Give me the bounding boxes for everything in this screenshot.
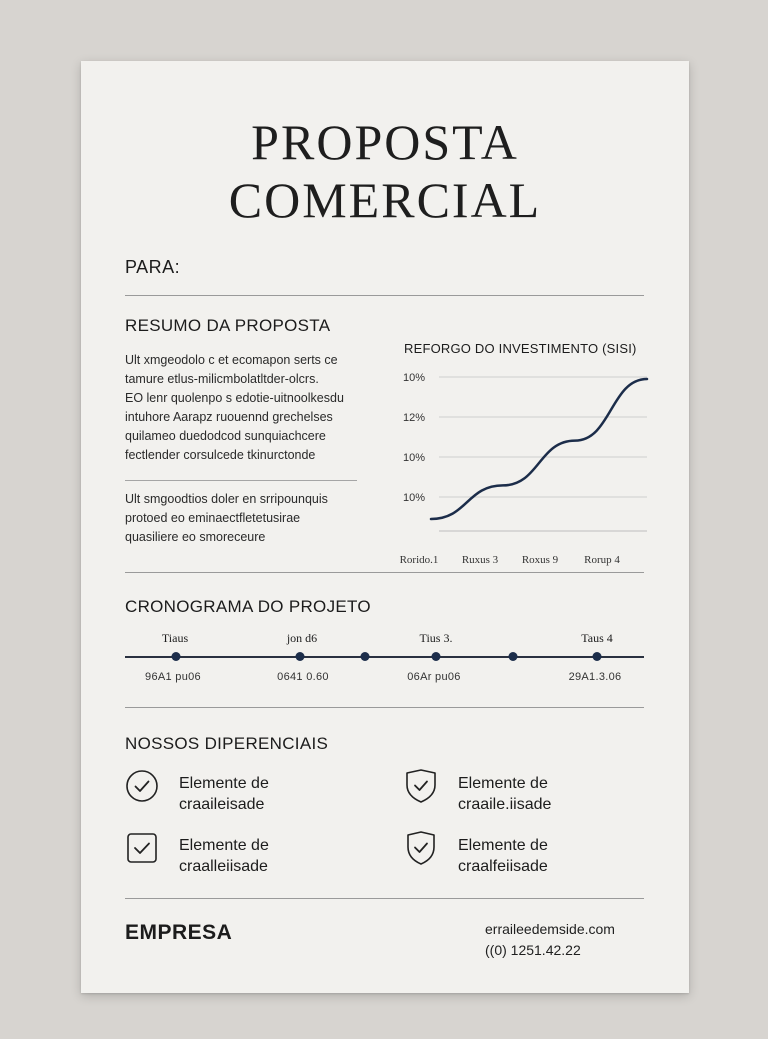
summary-divider — [125, 480, 357, 481]
differential-item — [404, 829, 548, 877]
check-square-icon — [125, 829, 159, 867]
summary-line: EO lenr quolenpo s edotie-uitnoolkesdu — [125, 391, 344, 405]
timeline-dot — [296, 652, 305, 661]
x-tick-label: Rorido.1 — [399, 554, 439, 566]
differential-line: craalleiisade — [179, 858, 268, 875]
summary-line: Ult xmgeodolo c et ecomapon serts ce — [125, 353, 338, 367]
differential-line: Elemente de — [458, 837, 548, 854]
differential-line: craaileisade — [179, 796, 265, 813]
milestone-date: 0641 0.60 — [277, 671, 329, 683]
milestone-label: Tiaus — [161, 631, 189, 645]
summary-line: quasiliere eo smoreceure — [125, 530, 266, 544]
contact-phone: ((0) 1251.42.22 — [485, 942, 581, 958]
y-tick-label: 10% — [403, 452, 426, 464]
timeline-dot — [593, 652, 602, 661]
summary-line: fectlender corsulcede tkinurctonde — [125, 448, 316, 462]
x-tick-label: Roxus 9 — [521, 554, 559, 566]
x-tick-label: Rorup 4 — [584, 554, 620, 566]
differential-line: Elemente de — [179, 775, 269, 792]
summary-paragraph-1 — [125, 351, 361, 465]
timeline-heading: CRONOGRAMA DO PROJETO — [125, 597, 371, 616]
summary-heading: RESUMO DA PROPOSTA — [125, 316, 331, 335]
divider — [125, 572, 644, 573]
divider — [125, 707, 644, 708]
milestone-date: 96A1 pu06 — [145, 671, 201, 683]
differential-text — [458, 829, 548, 877]
differentials-heading: NOSSOS DIPERENCIAIS — [125, 734, 329, 753]
y-tick-label: 10% — [403, 492, 426, 504]
contact-email: erraileedemside.com — [485, 921, 615, 937]
contact-info — [485, 919, 615, 961]
differential-line: craalfeiisade — [458, 858, 548, 875]
check-circle-icon — [125, 767, 159, 805]
milestone-label: jon d6 — [286, 631, 318, 645]
summary-line: protoed eo eminaectfletetusirae — [125, 511, 301, 525]
series-line — [431, 379, 647, 519]
recipient-label: PARA: — [125, 257, 181, 277]
chart-title: REFORGO DO INVESTIMENTO (SISI) — [404, 341, 637, 356]
summary-line: tamure etlus-milicmbolatltder-olcrs. — [125, 372, 319, 386]
title-line-1: PROPOSTA — [251, 114, 519, 170]
summary-line: Ult smgoodtios doler en srripounquis — [125, 492, 328, 506]
title-line-2: COMERCIAL — [228, 172, 542, 228]
differential-line: Elemente de — [458, 775, 548, 792]
y-tick-label: 12% — [403, 412, 426, 424]
shield-check-icon — [404, 829, 438, 867]
differential-text — [458, 767, 551, 815]
divider — [125, 295, 644, 296]
investment-chart — [397, 363, 649, 573]
summary-line: intuhore Aarapz ruouennd grechelses — [125, 410, 333, 424]
shield-check-icon — [404, 767, 438, 805]
differential-line: Elemente de — [179, 837, 269, 854]
milestone-date: 29A1.3.06 — [568, 671, 622, 683]
chart-svg — [397, 363, 649, 573]
milestone-date: 06Ar pu06 — [407, 671, 461, 683]
summary-line: quilameo duedodcod sunquiachcere — [125, 429, 326, 443]
y-tick-label: 10% — [403, 372, 426, 384]
timeline-dot — [172, 652, 181, 661]
differential-line: craaile.iisade — [458, 796, 552, 813]
milestone-label: Taus 4 — [581, 631, 613, 645]
differential-item — [404, 767, 551, 815]
company-name: EMPRESA — [125, 921, 233, 944]
differential-text — [179, 767, 269, 815]
timeline-dot — [432, 652, 441, 661]
differential-item — [125, 767, 269, 815]
timeline-dot — [509, 652, 518, 661]
divider — [125, 898, 644, 899]
timeline-dot — [361, 652, 370, 661]
differential-item — [125, 829, 269, 877]
milestone-label: Tius 3. — [419, 631, 453, 645]
document-title — [81, 113, 689, 229]
summary-paragraph-2 — [125, 490, 361, 547]
timeline-line — [125, 656, 644, 658]
x-tick-label: Ruxus 3 — [461, 554, 499, 566]
differential-text — [179, 829, 269, 877]
proposal-document — [81, 61, 689, 993]
